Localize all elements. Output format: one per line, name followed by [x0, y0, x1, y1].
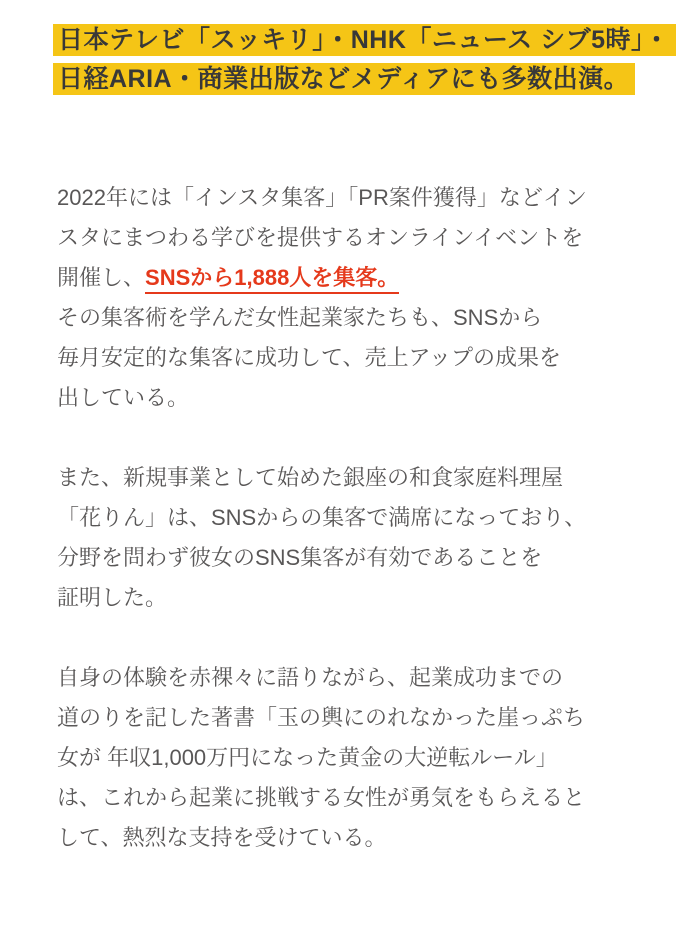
- body-text-line: 毎月安定的な集客に成功して、売上アップの成果を: [57, 345, 562, 370]
- banner-highlight-text: 日経ARIA・商業出版などメディアにも多数出演。: [53, 63, 635, 95]
- body-text-line: 「花りん」は、SNSからの集客で満席になっており、: [57, 505, 587, 530]
- body-text-line: その集客術を学んだ女性起業家たちも、SNSから: [57, 305, 543, 330]
- body-text-line: 出している。: [57, 385, 190, 410]
- body-text-segment: 開催し、: [57, 265, 146, 290]
- body-text-line: 分野を問わず彼女のSNS集客が有効であることを: [57, 545, 543, 570]
- body-text-line: 自身の体験を赤裸々に語りながら、起業成功までの: [57, 665, 564, 690]
- body-text-line: 女が 年収1,000万円になった黄金の大逆転ルール」: [57, 745, 558, 770]
- body-text-line: また、新規事業として始めた銀座の和食家庭料理屋: [57, 465, 564, 490]
- body-text-line: スタにまつわる学びを提供するオンラインイベントを: [57, 225, 584, 250]
- body-text-line: して、熱烈な支持を受けている。: [57, 825, 387, 850]
- body-text-line: 2022年には「インスタ集客」「PR案件獲得」などイン: [57, 185, 587, 210]
- banner-line: [53, 24, 676, 56]
- body-text-line: 道のりを記した著書「玉の輿にのれなかった崖っぷち: [57, 705, 586, 730]
- body-text-line: [57, 258, 657, 298]
- banner-highlight-text: 日本テレビ「スッキリ」・NHK「ニュース シブ5時」・: [53, 24, 676, 56]
- paragraph-restaurant-business: [57, 458, 657, 618]
- body-text-line: 証明した。: [57, 585, 168, 610]
- paragraph-book-publication: [57, 658, 657, 858]
- body-text-line: は、これから起業に挑戦する女性が勇気をもらえると: [57, 785, 586, 810]
- media-appearance-banner: [53, 24, 676, 102]
- banner-line: [53, 63, 676, 95]
- article-body: [57, 178, 657, 858]
- sns-recruitment-emphasis-text: SNSから1,888人を集客。: [145, 265, 399, 294]
- paragraph-event-results: [57, 178, 657, 418]
